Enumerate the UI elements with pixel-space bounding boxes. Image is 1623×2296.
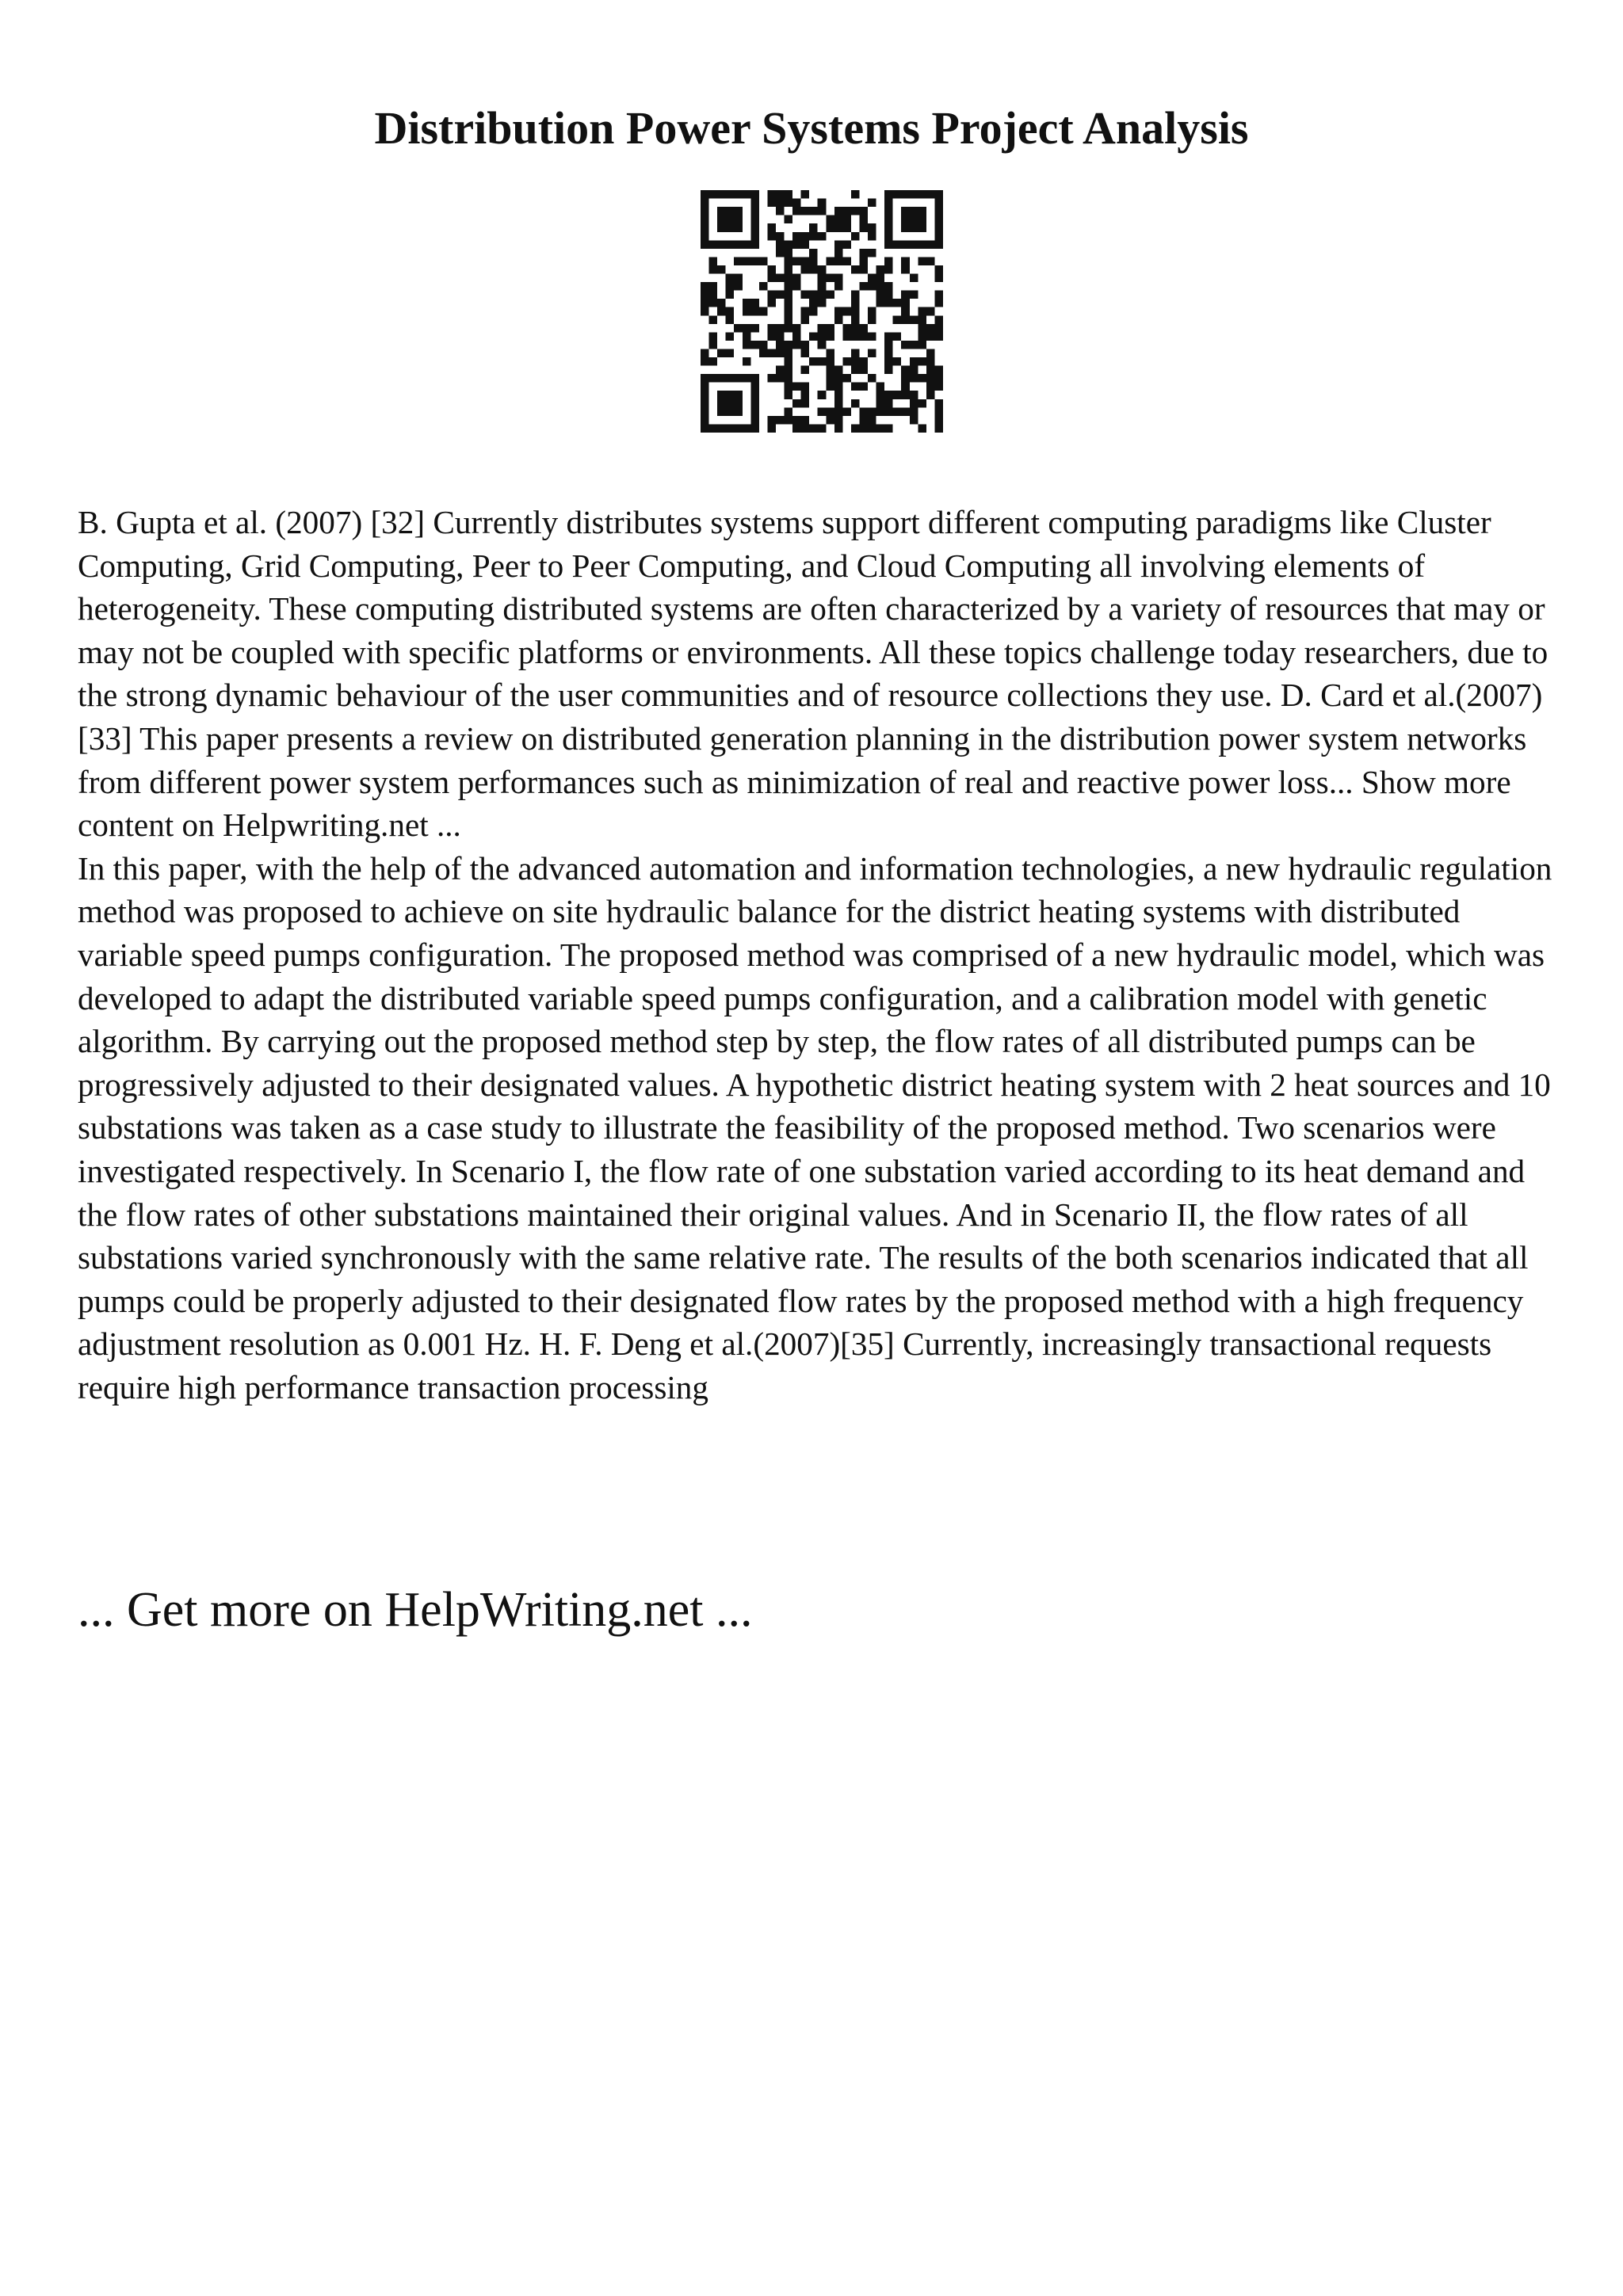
get-more-link[interactable]: ... Get more on HelpWriting.net ... bbox=[78, 1583, 753, 1637]
qr-code-icon bbox=[701, 190, 943, 433]
document-body bbox=[78, 501, 1568, 1409]
body-paragraph: In this paper, with the help of the advanced automation and information technologies, a new hydraulic regulation method was proposed to achieve on site hydraulic balance for the district heating systems with distributed variable speed pumps configuration. The proposed method was comprised of a new hydraulic model, which was developed to adapt the distributed variable speed pumps configuration, and a calibration model with genetic algorithm. By carrying out the proposed method step by step, the flow rates of all distributed pumps can be progressively adjusted to their designated values. A hypothetic district heating system with 2 heat sources and 10 substations was taken as a case study to illustrate the feasibility of the proposed method. Two scenarios were investigated respectively. In Scenario I, the flow rate of one substation varied according to its heat demand and the flow rates of other substations maintained their original values. And in Scenario II, the flow rates of all substations varied synchronously with the same relative rate. The results of the both scenarios indicated that all pumps could be properly adjusted to their designated flow rates by the proposed method with a high frequency adjustment resolution as 0.001 Hz. H. F. Deng et al.(2007)[35] Currently, increasingly transactional requests require high performance transaction processing bbox=[78, 849, 1552, 1405]
document-title: Distribution Power Systems Project Analysis bbox=[374, 102, 1249, 154]
body-paragraph: B. Gupta et al. (2007) [32] Currently distributes systems support different computing paradigms like Cluster Computing, Grid Computing, Peer to Peer Computing, and Cloud Computing all involving elements of heterogeneity. These computing distributed systems are often characterized by a variety of resources that may or may not be coupled with specific platforms or environments. All these topics challenge today researchers, due to the strong dynamic behaviour of the user communities and of resource collections they use. D. Card et al.(2007)[33] This paper presents a review on distributed generation planning in the distribution power system networks from different power system performances such as minimization of real and reactive power loss... Show more content on Helpwriting.net ... bbox=[78, 504, 1549, 844]
